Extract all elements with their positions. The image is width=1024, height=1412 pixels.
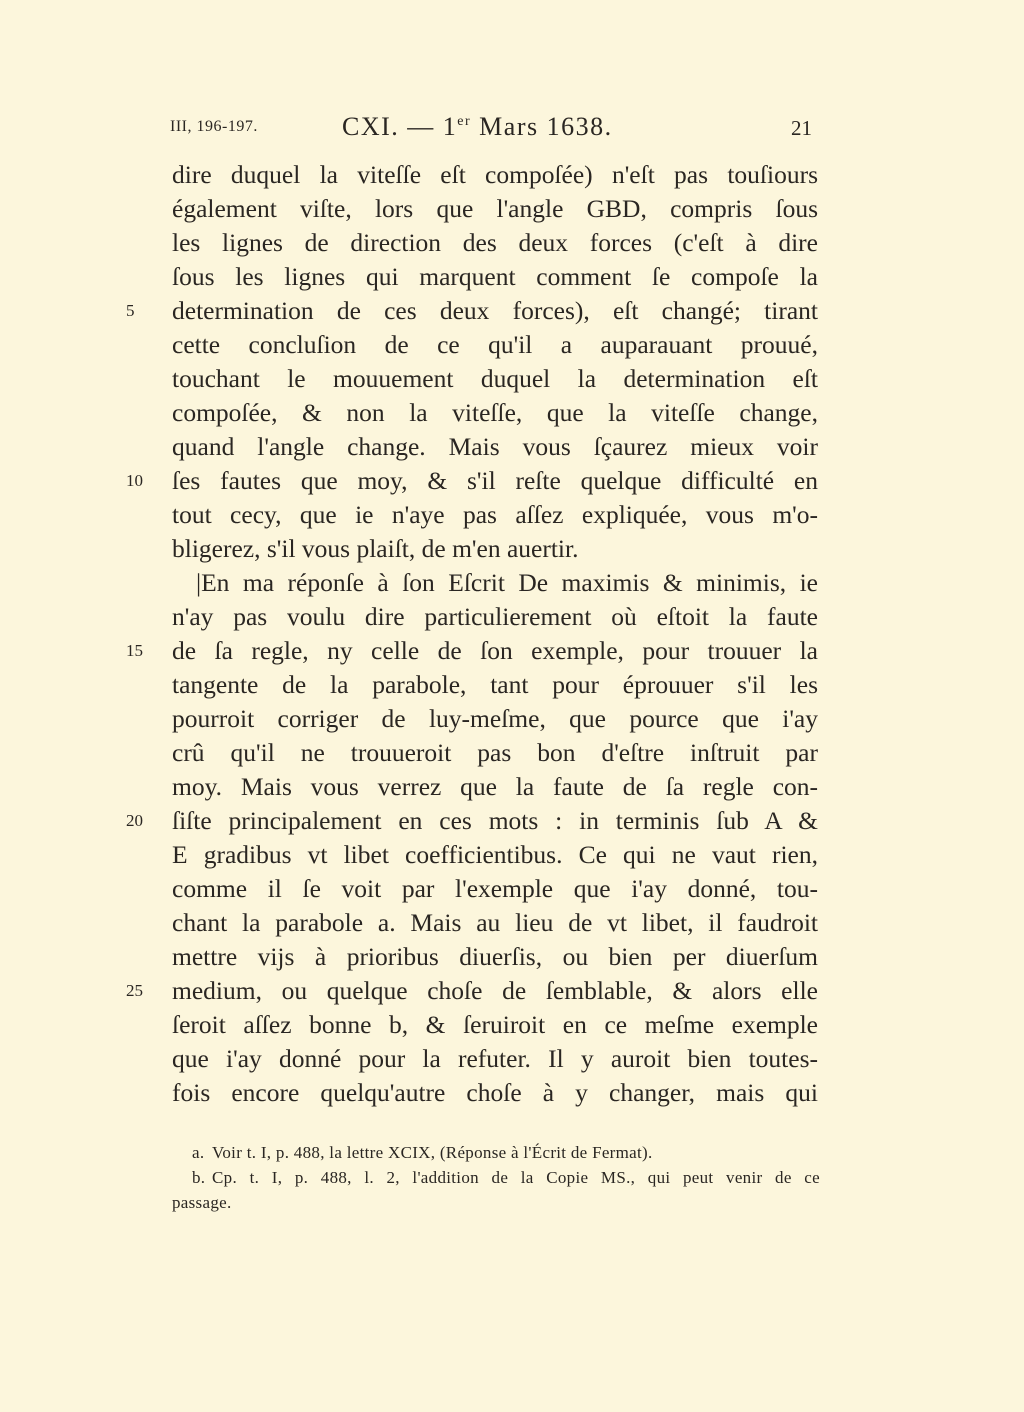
text-line: [126, 974, 818, 1008]
line-text: moy. Mais vous verrez que la faute de ſa regle con-: [172, 772, 818, 801]
line-text: ſeroit aſſez bonne b, & ſeruiroit en ce meſme exemple: [172, 1010, 818, 1039]
text-line: [126, 464, 818, 498]
footnote-text: Cp. t. I, p. 488, l. 2, l'addition de la Copie MS., qui peut venir de ce: [212, 1168, 820, 1187]
text-line: [172, 770, 818, 804]
line-text: compoſée, & non la viteſſe, que la viteſſe change,: [172, 398, 818, 427]
text-line: [172, 668, 818, 702]
text-line: [172, 362, 818, 396]
line-number: 10: [126, 471, 143, 490]
main-text: [126, 158, 818, 1110]
footnote-text: Voir t. I, p. 488, la lettre XCIX, (Réponse à l'Écrit de Fermat).: [212, 1143, 653, 1162]
footnote-b: [172, 1165, 820, 1190]
text-line: [172, 1076, 818, 1110]
line-text: cette concluſion de ce qu'il a auparauant prouué,: [172, 330, 818, 359]
footnote-label: b.: [192, 1168, 206, 1187]
text-line: [172, 498, 818, 532]
text-line: [172, 158, 818, 192]
text-line: [172, 192, 818, 226]
line-text: ſiſte principalement en ces mots : in terminis ſub A &: [172, 806, 818, 835]
text-line: [172, 906, 818, 940]
page-reference: III, 196-197.: [170, 118, 258, 135]
text-line: [172, 430, 818, 464]
text-line: [126, 804, 818, 838]
line-number: 5: [126, 301, 135, 320]
line-text: |En ma réponſe à ſon Eſcrit De maximis & minimis, ie: [196, 568, 818, 597]
text-line: [172, 702, 818, 736]
title-superscript: er: [457, 114, 472, 129]
line-text: medium, ou quelque choſe de ſemblable, & alors elle: [172, 976, 818, 1005]
page-number: 21: [791, 116, 812, 140]
line-text: les lignes de direction des deux forces (c'eſt à dire: [172, 228, 818, 257]
line-text: dire duquel la viteſſe eſt compoſée) n'eſt pas touſiours: [172, 160, 818, 189]
page-title: [342, 112, 613, 142]
line-text: crû qu'il ne trouueroit pas bon d'eſtre inſtruit par: [172, 738, 818, 767]
text-line: [172, 600, 818, 634]
line-text: ſes fautes que moy, & s'il reſte quelque difficulté en: [172, 466, 818, 495]
text-line: [172, 838, 818, 872]
text-line: [172, 226, 818, 260]
line-text: n'ay pas voulu dire particulierement où eſtoit la faute: [172, 602, 818, 631]
text-line: [172, 396, 818, 430]
text-line: [172, 532, 818, 566]
line-number: 15: [126, 641, 143, 660]
title-prefix: CXI. — 1: [342, 112, 458, 141]
line-text: touchant le mouuement duquel la determination eſt: [172, 364, 818, 393]
text-line: [126, 634, 818, 668]
footnotes: [172, 1140, 820, 1215]
line-text: mettre vijs à prioribus diuerſis, ou bien per diuerſum: [172, 942, 818, 971]
line-text: pourroit corriger de luy-meſme, que pource que i'ay: [172, 704, 818, 733]
line-text: bligerez, s'il vous plaiſt, de m'en auertir.: [172, 534, 579, 563]
footnote-label: a.: [192, 1143, 205, 1162]
text-line: [172, 940, 818, 974]
text-line: [172, 736, 818, 770]
text-line: [126, 294, 818, 328]
line-text: fois encore quelqu'autre choſe à y changer, mais qui: [172, 1078, 818, 1107]
text-line: [172, 1042, 818, 1076]
text-line: [172, 566, 818, 600]
line-number: 25: [126, 981, 143, 1000]
line-text: que i'ay donné pour la refuter. Il y auroit bien toutes-: [172, 1044, 818, 1073]
text-line: [172, 260, 818, 294]
footnote-text: passage.: [172, 1193, 232, 1212]
running-head: [170, 112, 820, 142]
line-text: determination de ces deux forces), eſt changé; tirant: [172, 296, 818, 325]
text-line: [172, 872, 818, 906]
text-line: [172, 1008, 818, 1042]
line-text: quand l'angle change. Mais vous ſçaurez mieux voir: [172, 432, 818, 461]
footnote-b-continuation: [172, 1190, 820, 1215]
line-text: comme il ſe voit par l'exemple que i'ay donné, tou-: [172, 874, 818, 903]
line-text: chant la parabole a. Mais au lieu de vt libet, il faudroit: [172, 908, 818, 937]
line-text: tangente de la parabole, tant pour éprouuer s'il les: [172, 670, 818, 699]
text-line: [172, 328, 818, 362]
line-text: de ſa regle, ny celle de ſon exemple, pour trouuer la: [172, 636, 818, 665]
line-number: 20: [126, 811, 143, 830]
line-text: tout cecy, que ie n'aye pas aſſez expliquée, vous m'o-: [172, 500, 818, 529]
line-text: également viſte, lors que l'angle GBD, compris ſous: [172, 194, 818, 223]
footnote-a: [172, 1140, 820, 1165]
line-text: E gradibus vt libet coefficientibus. Ce qui ne vaut rien,: [172, 840, 818, 869]
title-suffix: Mars 1638.: [471, 112, 613, 141]
line-text: ſous les lignes qui marquent comment ſe compoſe la: [172, 262, 818, 291]
